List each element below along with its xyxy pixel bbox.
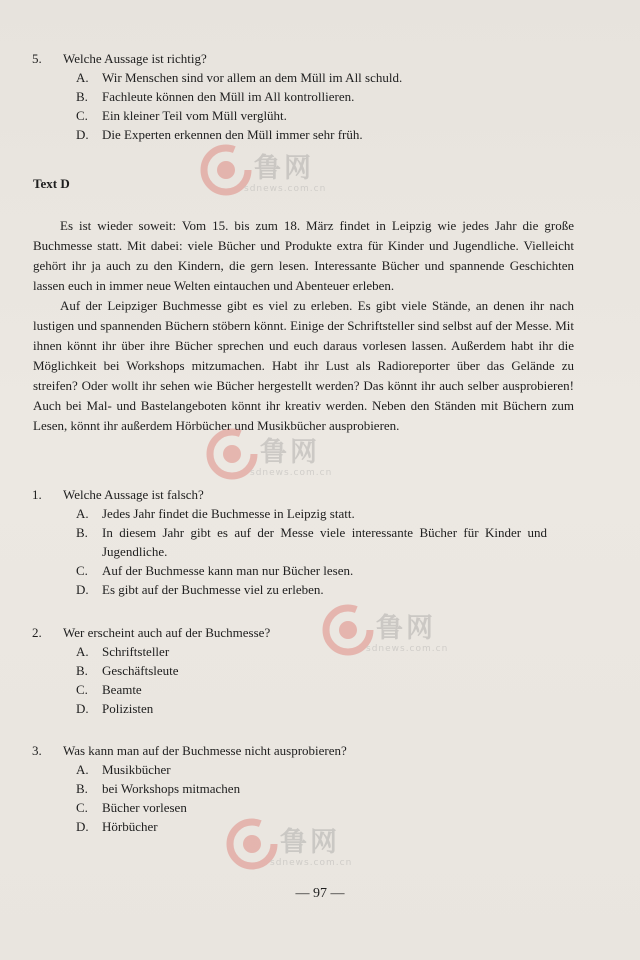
- page-number: — 97 —: [295, 886, 345, 901]
- option-b: B. In diesem Jahr gibt es auf der Messe viele interessante Bücher für Kinder und Jugendliche.: [76, 525, 547, 559]
- option-c: C. Bücher vorlesen: [76, 800, 187, 815]
- watermark-title: 鲁网: [254, 153, 314, 184]
- watermark-title: 鲁网: [280, 827, 340, 858]
- option-a: A. Schriftsteller: [76, 644, 170, 659]
- watermark-logo: [226, 818, 396, 878]
- option-b: B. bei Workshops mitmachen: [76, 781, 241, 796]
- watermark-logo: [206, 428, 376, 488]
- option-b: B. Fachleute können den Müll im All kontrollieren.: [76, 89, 355, 104]
- question-1: [32, 485, 547, 599]
- question-number: 3.: [32, 743, 42, 758]
- option-a: A. Musikbücher: [76, 762, 171, 777]
- option-a: A. Jedes Jahr findet die Buchmesse in Leipzig statt.: [76, 506, 355, 521]
- question-number: 5.: [32, 51, 42, 66]
- watermark-url: sdnews.com.cn: [270, 858, 353, 868]
- question-text: Welche Aussage ist richtig?: [63, 51, 207, 66]
- option-d: D. Polizisten: [76, 701, 154, 716]
- passage-paragraph: Es ist wieder soweit: Vom 15. bis zum 18. März findet in Leipzig wie jedes Jahr die große Buchmesse statt. Mit dabei: viele Bücher und Produkte extra für Kinder und Jugendliche. Vielleicht gehört ihr ja auch zu den Kindern, die gern lesen. Interessante Bücher und spannende Geschichten lassen euch in immer neue Welten eintauchen und Abenteuer erleben.: [33, 218, 574, 293]
- reading-passage: [33, 216, 574, 436]
- watermark-logo: [322, 604, 492, 664]
- question-number: 1.: [32, 487, 42, 502]
- question-text: Welche Aussage ist falsch?: [63, 487, 204, 502]
- watermark-url: sdnews.com.cn: [366, 644, 449, 654]
- question-5: [32, 49, 547, 144]
- watermark-title: 鲁网: [260, 437, 320, 468]
- watermark-url: sdnews.com.cn: [244, 184, 327, 194]
- question-text: Wer erscheint auch auf der Buchmesse?: [63, 625, 271, 640]
- section-heading: Text D: [33, 176, 70, 191]
- passage-paragraph: Auf der Leipziger Buchmesse gibt es viel zu erleben. Es gibt viele Stände, an denen ihr nach lustigen und spannenden Büchern stöbern könnt. Einige der Schriftsteller sind selbst auf der Messe. Mit ihnen könnt ihr über ihre Bücher sprechen und euch daraus vorlesen lassen. Außerdem habt ihr die Möglichkeit bei Workshops mitzumachen. Habt ihr Lust als Radioreporter über das Gelände zu streifen? Oder wollt ihr sehen wie Bücher hergestellt werden? Das könnt ihr auch selber ausprobieren! Auch bei Mal- und Bastelangeboten könnt ihr kreativ werden. Neben den Ständen mit Büchern zum Lesen, könnt ihr außerdem Hörbücher und Musikbücher ausprobieren.: [33, 298, 574, 433]
- watermark-title: 鲁网: [376, 613, 436, 644]
- option-b: B. Geschäftsleute: [76, 663, 179, 678]
- option-c: C. Beamte: [76, 682, 142, 697]
- option-c: C. Ein kleiner Teil vom Müll verglüht.: [76, 108, 287, 123]
- watermark-logo: [200, 144, 370, 204]
- option-a: A. Wir Menschen sind vor allem an dem Müll im All schuld.: [76, 70, 403, 85]
- option-d: D. Die Experten erkennen den Müll immer sehr früh.: [76, 127, 363, 142]
- option-d: D. Hörbücher: [76, 819, 158, 834]
- watermark-url: sdnews.com.cn: [250, 468, 333, 478]
- question-text: Was kann man auf der Buchmesse nicht ausprobieren?: [63, 743, 347, 758]
- option-d: D. Es gibt auf der Buchmesse viel zu erleben.: [76, 582, 324, 597]
- option-c: C. Auf der Buchmesse kann man nur Bücher lesen.: [76, 563, 354, 578]
- question-number: 2.: [32, 625, 42, 640]
